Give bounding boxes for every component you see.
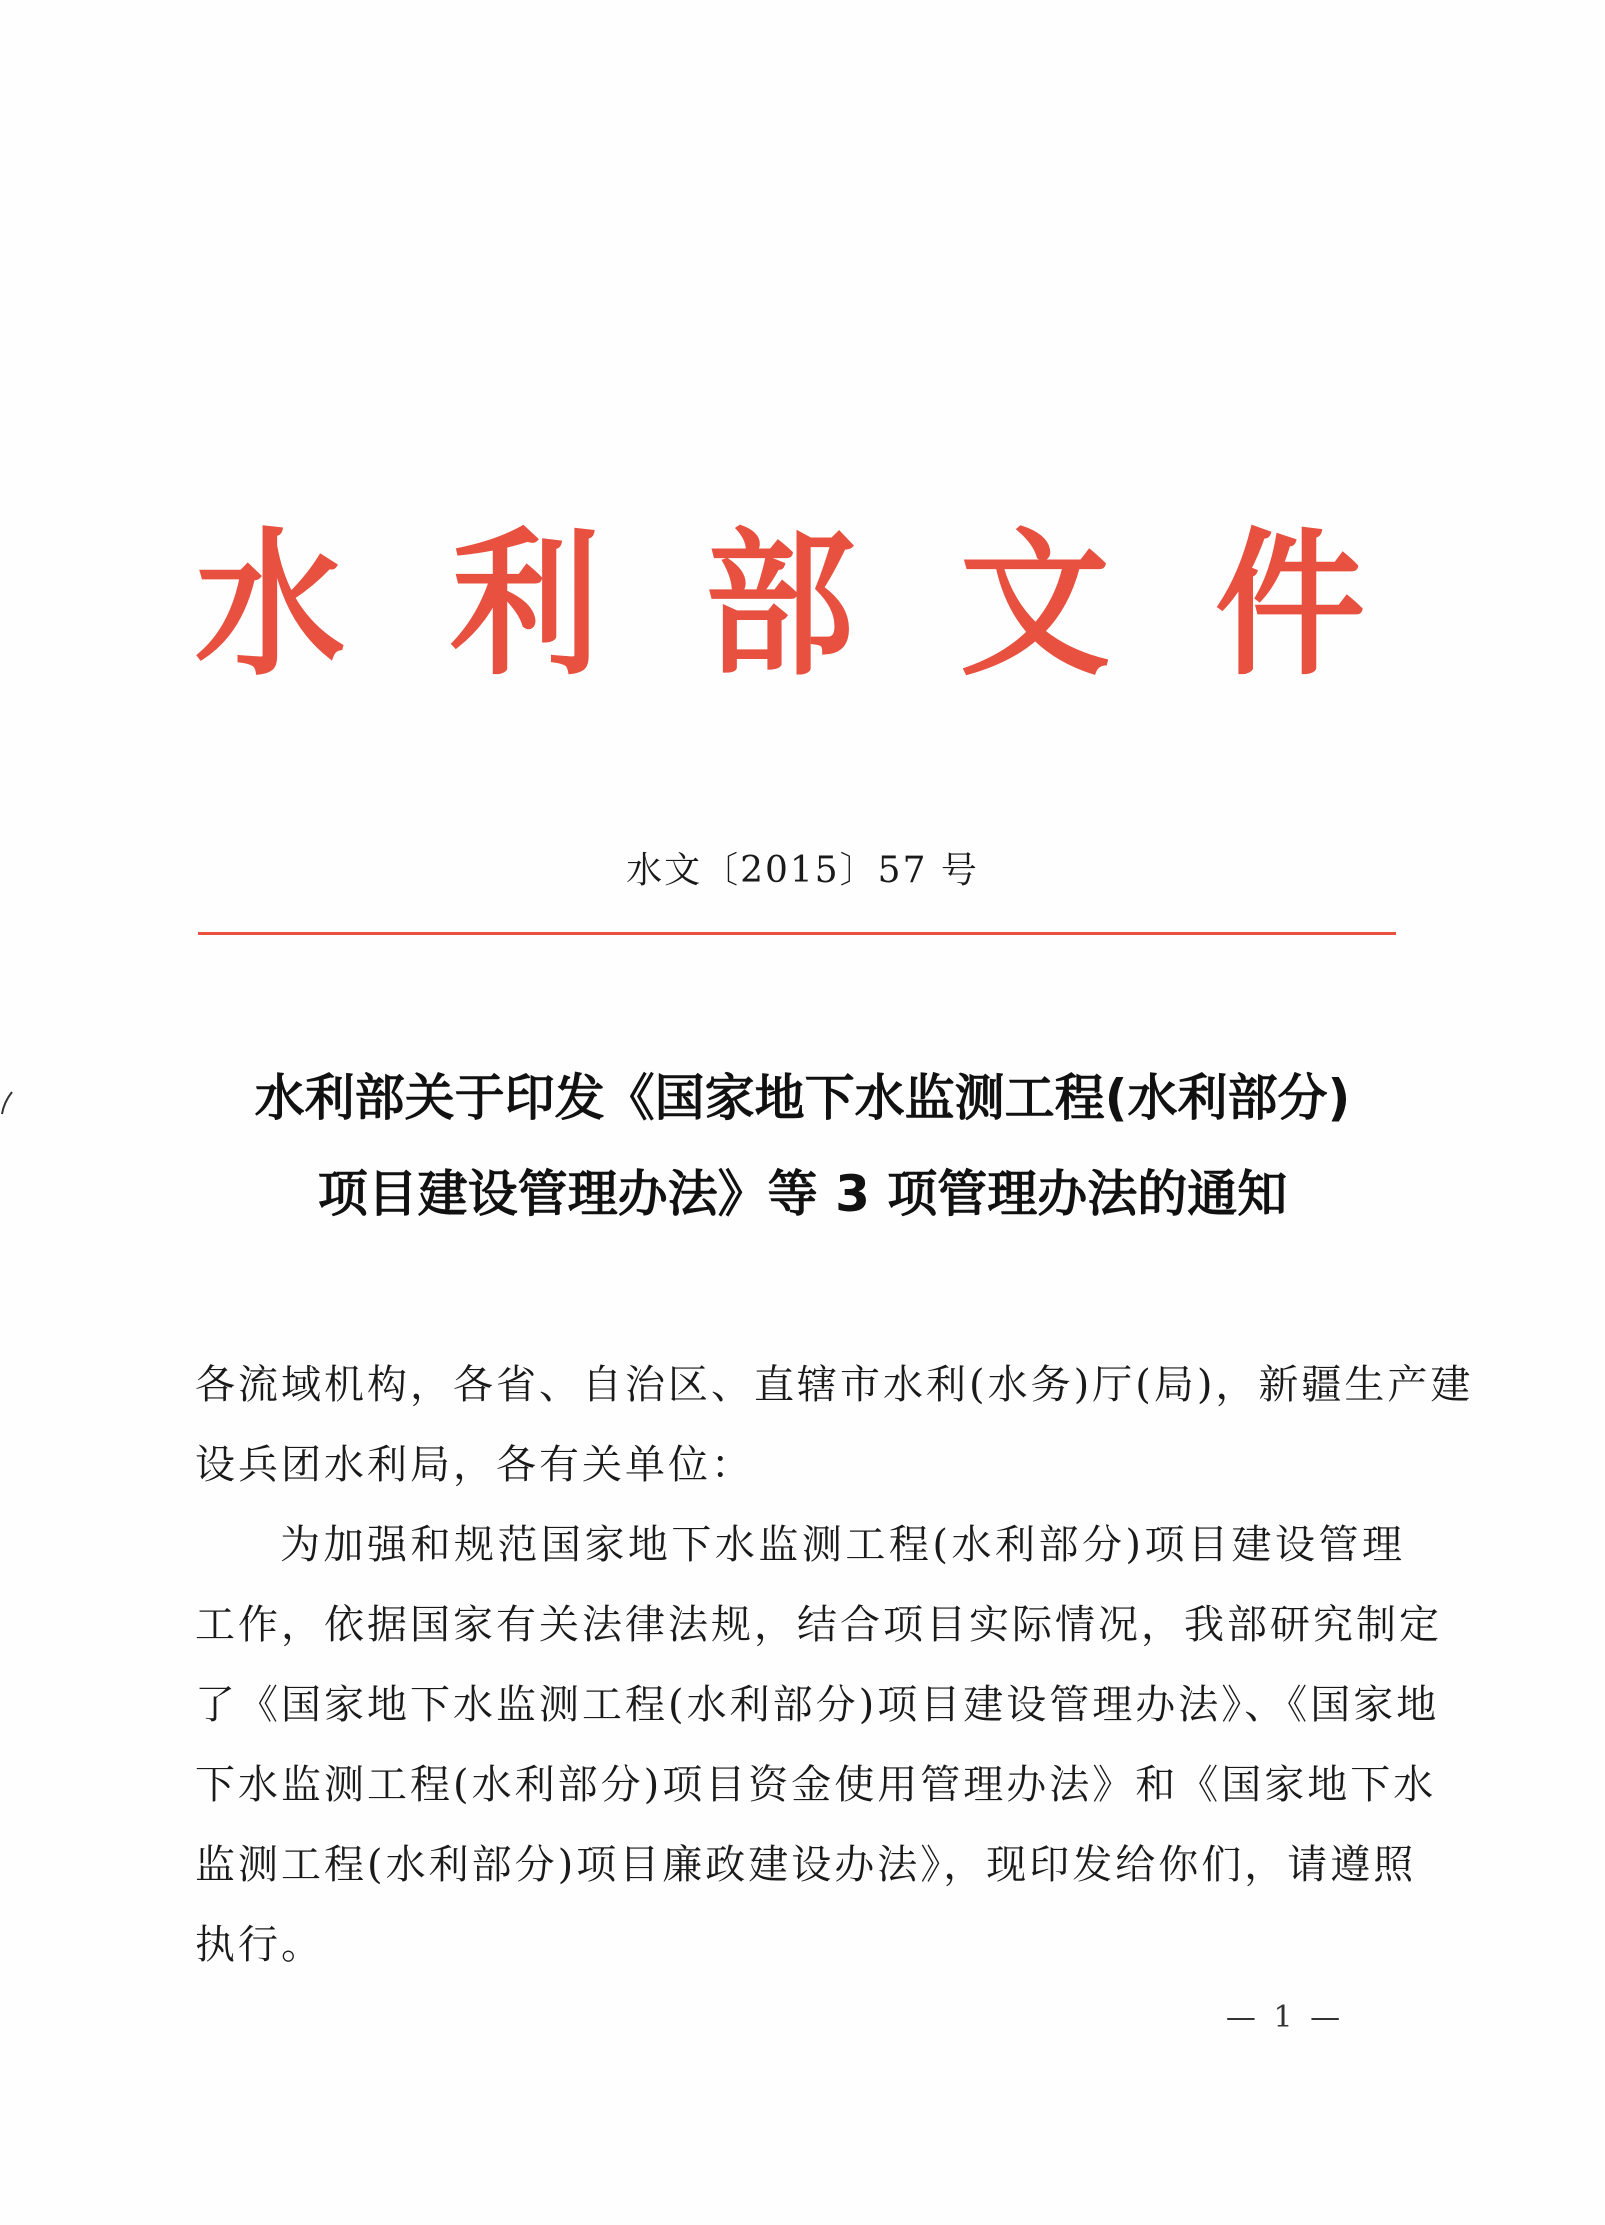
page-number: — 1 — <box>1225 2000 1345 2035</box>
salutation-line-1: 各流域机构，各省、自治区、直辖市水利(水务)厅(局)，新疆生产建 <box>195 1362 1474 1408</box>
masthead-char: 利 <box>449 512 600 698</box>
title-line-1: 水利部关于印发《国家地下水监测工程(水利部分) <box>254 1069 1351 1127</box>
masthead-char: 文 <box>959 512 1110 698</box>
salutation <box>195 1345 1474 1505</box>
document-number: 水文〔2015〕57 号 <box>626 850 979 891</box>
title-line-2: 项目建设管理办法》等 3 项管理办法的通知 <box>317 1165 1288 1223</box>
red-divider-line <box>198 932 1396 935</box>
scan-edge-mark <box>0 1090 14 1116</box>
body-line-1: 为加强和规范国家地下水监测工程(水利部分)项目建设管理 <box>280 1522 1405 1568</box>
masthead-char: 件 <box>1214 512 1365 698</box>
body-line-3: 了《国家地下水监测工程(水利部分)项目建设管理办法》、《国家地 <box>195 1682 1440 1728</box>
document-title <box>150 1050 1455 1242</box>
body-line-6: 执行。 <box>195 1922 324 1968</box>
salutation-line-2: 设兵团水利局，各有关单位： <box>195 1442 754 1488</box>
body-line-4: 下水监测工程(水利部分)项目资金使用管理办法》和《国家地下水 <box>195 1762 1437 1808</box>
body-line-5: 监测工程(水利部分)项目廉政建设办法》，现印发给你们，请遵照 <box>195 1842 1417 1888</box>
masthead-char: 水 <box>195 512 346 698</box>
body-line-2: 工作，依据国家有关法律法规，结合项目实际情况，我部研究制定 <box>195 1602 1442 1648</box>
masthead-char: 部 <box>704 512 855 698</box>
body-paragraph <box>195 1505 1442 1985</box>
red-masthead <box>195 505 1365 705</box>
